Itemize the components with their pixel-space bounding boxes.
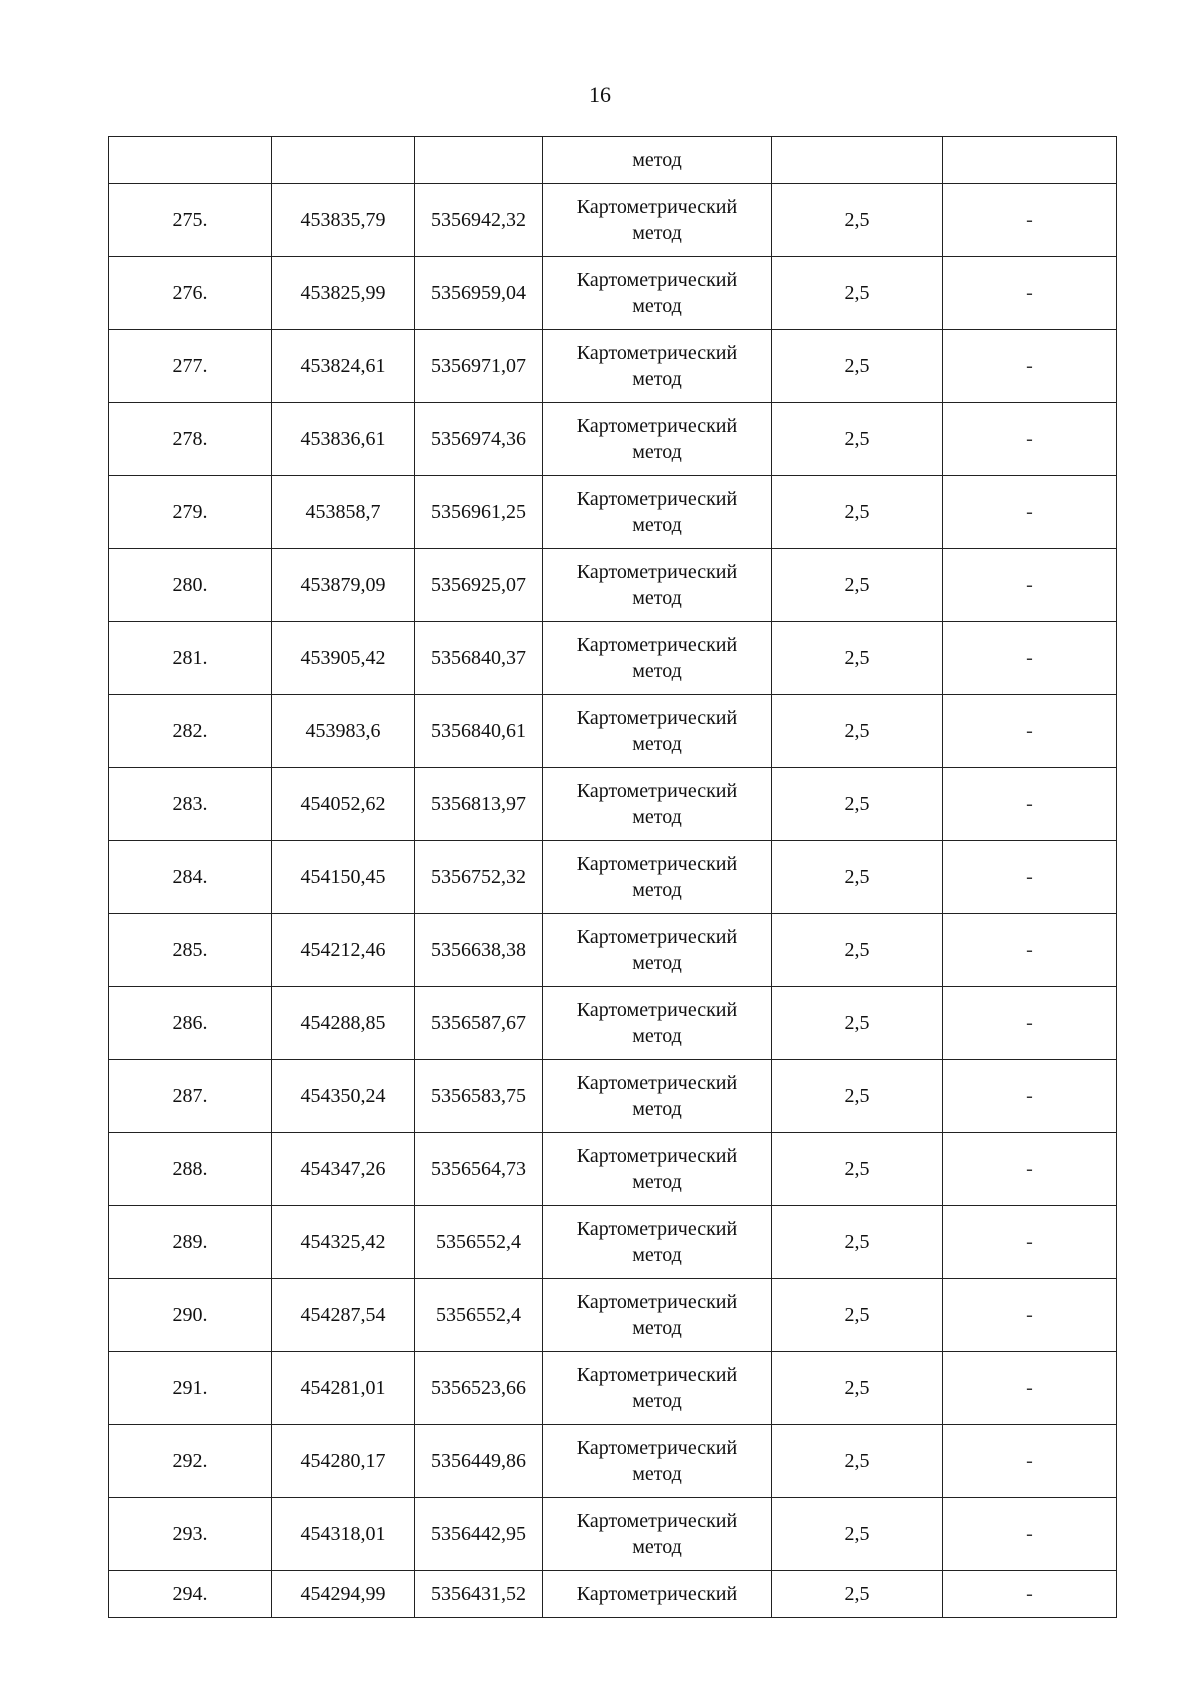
table-row-continuation <box>109 137 1117 184</box>
cell-y-coordinate: 5356961,25 <box>415 476 543 549</box>
cell-accuracy: 2,5 <box>772 476 943 549</box>
method-line-2: метод <box>632 1244 682 1266</box>
method-line-2: метод <box>632 952 682 974</box>
cell-y-coordinate: 5356449,86 <box>415 1425 543 1498</box>
cell-extra: - <box>943 1571 1117 1618</box>
coordinates-table <box>108 136 1117 1618</box>
cell-y-coordinate: 5356840,37 <box>415 622 543 695</box>
method-line-2: метод <box>632 1317 682 1339</box>
cell-method <box>543 1279 772 1352</box>
cell-method <box>543 768 772 841</box>
cell-extra: - <box>943 987 1117 1060</box>
method-line-1: Картометрический <box>576 1145 738 1167</box>
cell-accuracy <box>772 137 943 184</box>
method-line-1: Картометрический <box>576 342 738 364</box>
table-row <box>109 1133 1117 1206</box>
method-line-2: метод <box>632 514 682 536</box>
cell-accuracy: 2,5 <box>772 403 943 476</box>
table-row <box>109 1498 1117 1571</box>
cell-method <box>543 549 772 622</box>
cell-extra: - <box>943 768 1117 841</box>
cell-y-coordinate: 5356813,97 <box>415 768 543 841</box>
table-row <box>109 695 1117 768</box>
cell-extra: - <box>943 476 1117 549</box>
cell-extra: - <box>943 184 1117 257</box>
cell-point-number <box>109 137 272 184</box>
cell-extra: - <box>943 914 1117 987</box>
table-row <box>109 841 1117 914</box>
table-row <box>109 184 1117 257</box>
cell-point-number: 281. <box>109 622 272 695</box>
cell-extra: - <box>943 1279 1117 1352</box>
table-body <box>109 137 1117 1618</box>
method-line-2: метод <box>632 660 682 682</box>
cell-extra: - <box>943 403 1117 476</box>
method-line-1: Картометрический <box>576 196 738 218</box>
method-line-2: метод <box>632 368 682 390</box>
cell-method <box>543 695 772 768</box>
method-line-1: Картометрический <box>576 926 738 948</box>
method-line-1: Картометрический <box>576 488 738 510</box>
cell-accuracy: 2,5 <box>772 549 943 622</box>
cell-point-number: 289. <box>109 1206 272 1279</box>
cell-y-coordinate: 5356583,75 <box>415 1060 543 1133</box>
table-row <box>109 1060 1117 1133</box>
cell-accuracy: 2,5 <box>772 257 943 330</box>
cell-method <box>543 330 772 403</box>
method-line-1: Картометрический <box>576 1437 738 1459</box>
table-row <box>109 1352 1117 1425</box>
cell-point-number: 293. <box>109 1498 272 1571</box>
cell-y-coordinate: 5356959,04 <box>415 257 543 330</box>
cell-accuracy: 2,5 <box>772 1279 943 1352</box>
table-row <box>109 1425 1117 1498</box>
method-line-1: Картометрический <box>576 1218 738 1240</box>
cell-point-number: 292. <box>109 1425 272 1498</box>
method-line-1: Картометрический <box>576 1510 738 1532</box>
cell-point-number: 294. <box>109 1571 272 1618</box>
cell-extra: - <box>943 549 1117 622</box>
cell-method <box>543 257 772 330</box>
method-line-2: метод <box>632 222 682 244</box>
cell-method: метод <box>543 137 772 184</box>
cell-method <box>543 1133 772 1206</box>
cell-y-coordinate: 5356942,32 <box>415 184 543 257</box>
cell-point-number: 286. <box>109 987 272 1060</box>
cell-point-number: 282. <box>109 695 272 768</box>
cell-x-coordinate: 453836,61 <box>272 403 415 476</box>
cell-point-number: 288. <box>109 1133 272 1206</box>
cell-point-number: 283. <box>109 768 272 841</box>
table-row <box>109 1279 1117 1352</box>
table-row <box>109 768 1117 841</box>
cell-x-coordinate: 454212,46 <box>272 914 415 987</box>
cell-extra: - <box>943 330 1117 403</box>
cell-extra: - <box>943 257 1117 330</box>
table-row <box>109 914 1117 987</box>
table-row-last <box>109 1571 1117 1618</box>
cell-x-coordinate: 454350,24 <box>272 1060 415 1133</box>
cell-extra: - <box>943 1425 1117 1498</box>
method-line-1: Картометрический <box>576 561 738 583</box>
cell-x-coordinate: 454150,45 <box>272 841 415 914</box>
cell-method <box>543 1206 772 1279</box>
cell-accuracy: 2,5 <box>772 914 943 987</box>
cell-x-coordinate: 453879,09 <box>272 549 415 622</box>
cell-x-coordinate: 454052,62 <box>272 768 415 841</box>
method-line-2: метод <box>632 441 682 463</box>
cell-accuracy: 2,5 <box>772 1498 943 1571</box>
method-line-1: Картометрический <box>576 999 738 1021</box>
cell-method <box>543 184 772 257</box>
cell-x-coordinate: 453983,6 <box>272 695 415 768</box>
cell-method <box>543 841 772 914</box>
method-line-2: метод <box>632 733 682 755</box>
cell-method <box>543 476 772 549</box>
table-row <box>109 403 1117 476</box>
cell-x-coordinate: 454288,85 <box>272 987 415 1060</box>
method-line-2: метод <box>632 1463 682 1485</box>
method-line-1: Картометрический <box>576 853 738 875</box>
cell-y-coordinate: 5356431,52 <box>415 1571 543 1618</box>
cell-x-coordinate: 453905,42 <box>272 622 415 695</box>
cell-extra: - <box>943 1352 1117 1425</box>
cell-x-coordinate: 453835,79 <box>272 184 415 257</box>
cell-accuracy: 2,5 <box>772 1425 943 1498</box>
method-line-2: метод <box>632 1025 682 1047</box>
cell-method <box>543 987 772 1060</box>
cell-x-coordinate: 454281,01 <box>272 1352 415 1425</box>
cell-extra: - <box>943 1498 1117 1571</box>
page-number: 16 <box>589 82 611 107</box>
cell-y-coordinate: 5356587,67 <box>415 987 543 1060</box>
cell-accuracy: 2,5 <box>772 768 943 841</box>
cell-accuracy: 2,5 <box>772 330 943 403</box>
method-line-1: Картометрический <box>576 415 738 437</box>
cell-y-coordinate <box>415 137 543 184</box>
cell-point-number: 291. <box>109 1352 272 1425</box>
cell-point-number: 277. <box>109 330 272 403</box>
cell-y-coordinate: 5356925,07 <box>415 549 543 622</box>
method-line-1: Картометрический <box>576 269 738 291</box>
cell-x-coordinate: 453825,99 <box>272 257 415 330</box>
cell-extra: - <box>943 622 1117 695</box>
cell-method <box>543 1060 772 1133</box>
cell-accuracy: 2,5 <box>772 1571 943 1618</box>
method-line-2: метод <box>632 879 682 901</box>
method-line-1: Картометрический <box>576 1072 738 1094</box>
method-line-2: метод <box>632 806 682 828</box>
cell-y-coordinate: 5356974,36 <box>415 403 543 476</box>
cell-accuracy: 2,5 <box>772 184 943 257</box>
cell-method <box>543 1352 772 1425</box>
method-line-1: Картометрический <box>576 1291 738 1313</box>
cell-method <box>543 1498 772 1571</box>
cell-y-coordinate: 5356523,66 <box>415 1352 543 1425</box>
cell-point-number: 290. <box>109 1279 272 1352</box>
cell-x-coordinate: 454287,54 <box>272 1279 415 1352</box>
cell-method: Картометрический <box>543 1571 772 1618</box>
cell-y-coordinate: 5356552,4 <box>415 1279 543 1352</box>
cell-point-number: 276. <box>109 257 272 330</box>
cell-accuracy: 2,5 <box>772 695 943 768</box>
cell-y-coordinate: 5356442,95 <box>415 1498 543 1571</box>
table-row <box>109 257 1117 330</box>
cell-x-coordinate: 454294,99 <box>272 1571 415 1618</box>
cell-accuracy: 2,5 <box>772 987 943 1060</box>
method-line-1: Картометрический <box>576 634 738 656</box>
method-line-2: метод <box>632 1390 682 1412</box>
cell-x-coordinate: 453858,7 <box>272 476 415 549</box>
cell-x-coordinate: 453824,61 <box>272 330 415 403</box>
cell-y-coordinate: 5356971,07 <box>415 330 543 403</box>
cell-x-coordinate <box>272 137 415 184</box>
method-line-1: Картометрический <box>576 1364 738 1386</box>
cell-x-coordinate: 454318,01 <box>272 1498 415 1571</box>
cell-extra: - <box>943 1060 1117 1133</box>
cell-point-number: 275. <box>109 184 272 257</box>
cell-extra: - <box>943 1206 1117 1279</box>
table-row <box>109 549 1117 622</box>
cell-accuracy: 2,5 <box>772 841 943 914</box>
cell-extra <box>943 137 1117 184</box>
method-line-2: метод <box>632 295 682 317</box>
cell-y-coordinate: 5356564,73 <box>415 1133 543 1206</box>
cell-point-number: 280. <box>109 549 272 622</box>
cell-method <box>543 1425 772 1498</box>
cell-accuracy: 2,5 <box>772 1352 943 1425</box>
cell-point-number: 284. <box>109 841 272 914</box>
cell-point-number: 287. <box>109 1060 272 1133</box>
cell-x-coordinate: 454347,26 <box>272 1133 415 1206</box>
method-line-1: Картометрический <box>576 707 738 729</box>
cell-extra: - <box>943 1133 1117 1206</box>
cell-accuracy: 2,5 <box>772 1060 943 1133</box>
table-row <box>109 330 1117 403</box>
cell-point-number: 285. <box>109 914 272 987</box>
table-row <box>109 1206 1117 1279</box>
cell-method <box>543 622 772 695</box>
cell-point-number: 279. <box>109 476 272 549</box>
table-row <box>109 476 1117 549</box>
cell-method <box>543 914 772 987</box>
cell-extra: - <box>943 841 1117 914</box>
cell-x-coordinate: 454280,17 <box>272 1425 415 1498</box>
cell-y-coordinate: 5356638,38 <box>415 914 543 987</box>
method-line-2: метод <box>632 1536 682 1558</box>
cell-point-number: 278. <box>109 403 272 476</box>
cell-accuracy: 2,5 <box>772 1133 943 1206</box>
cell-y-coordinate: 5356840,61 <box>415 695 543 768</box>
method-line-2: метод <box>632 1098 682 1120</box>
method-line-1: Картометрический <box>576 780 738 802</box>
cell-x-coordinate: 454325,42 <box>272 1206 415 1279</box>
cell-accuracy: 2,5 <box>772 622 943 695</box>
cell-accuracy: 2,5 <box>772 1206 943 1279</box>
method-line-2: метод <box>632 1171 682 1193</box>
table-row <box>109 987 1117 1060</box>
cell-method <box>543 403 772 476</box>
method-line-2: метод <box>632 587 682 609</box>
table-row <box>109 622 1117 695</box>
cell-extra: - <box>943 695 1117 768</box>
cell-y-coordinate: 5356752,32 <box>415 841 543 914</box>
cell-y-coordinate: 5356552,4 <box>415 1206 543 1279</box>
